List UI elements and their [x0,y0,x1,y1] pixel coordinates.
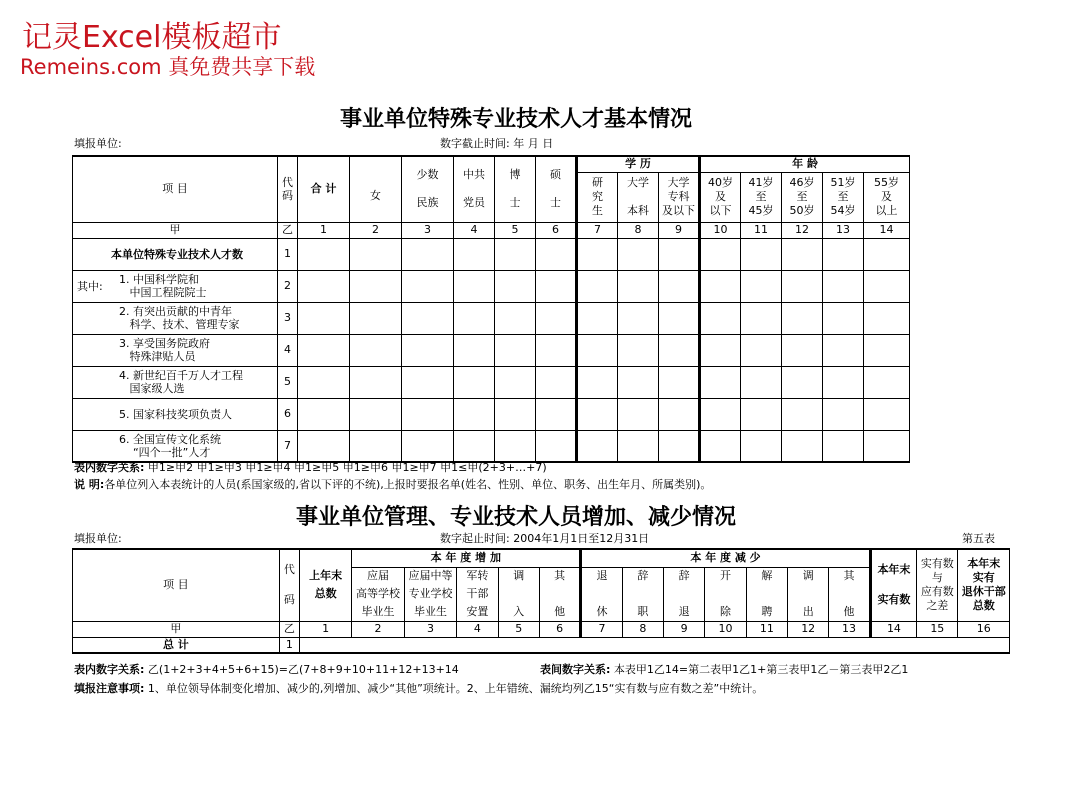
t2-col-header: 军转 [457,567,498,585]
data-cell[interactable] [402,238,454,270]
t2-col-header [622,585,663,603]
t1-index-cell: 乙 [278,222,298,238]
data-cell[interactable] [298,430,350,462]
t2-index-cell: 5 [498,621,539,637]
row-label [73,302,278,334]
t2-index-cell: 乙 [279,621,299,637]
age3-header: 46岁 至 50岁 [782,172,823,222]
watermark-title: 记灵Excel模板超市 [22,20,282,55]
t2-col-header [746,585,787,603]
row-code: 3 [278,302,298,334]
t2-total-code: 1 [279,637,299,653]
data-cell[interactable] [864,238,910,270]
watermark-subtitle: Remeins.com 真免费共享下载 [20,55,316,79]
data-cell[interactable] [402,366,454,398]
row-label [73,270,278,302]
row-label-line: “四个一批”人才 [119,445,211,459]
data-cell[interactable] [618,270,659,302]
data-cell[interactable] [298,270,350,302]
t2-last-total-header: 上年末 总数 [299,549,351,621]
data-cell[interactable] [823,334,864,366]
t2-col-header: 除 [705,603,746,621]
row-label-line: 4. 新世纪百千万人才工程 [119,369,243,382]
item-header: 项 目 [73,156,278,222]
table1-row [73,270,910,302]
data-cell[interactable] [618,366,659,398]
t2-code-header: 代 码 [279,549,299,621]
data-cell[interactable] [577,398,618,430]
t2-index-cell: 11 [746,621,787,637]
data-cell[interactable] [864,334,910,366]
data-cell[interactable] [700,302,741,334]
row-prefix: 其中: [77,279,103,293]
data-cell[interactable] [741,238,782,270]
data-cell[interactable] [823,238,864,270]
table1 [72,155,910,463]
row-code: 1 [278,238,298,270]
row-code: 4 [278,334,298,366]
data-cell[interactable] [536,430,577,462]
data-cell[interactable] [298,366,350,398]
data-cell[interactable] [577,366,618,398]
t2-diff-header: 实有数 与 应有数 之差 [917,549,958,621]
row-label [73,366,278,398]
data-cell[interactable] [350,398,402,430]
data-cell[interactable] [864,430,910,462]
data-cell[interactable] [536,302,577,334]
row-code: 6 [278,398,298,430]
table1-note: 说 明:各单位列入本表统计的人员(系国家级的,省以下评的不统),上报时要报名单(姓名、性别、单位、职务、出生年月、所属类别)。 [74,478,712,491]
data-cell[interactable] [402,334,454,366]
data-cell[interactable] [350,302,402,334]
t2-col-header: 应届 [352,567,404,585]
college-header: 大学 专科 及以下 [659,172,700,222]
data-cell[interactable] [823,270,864,302]
t1-index-cell: 3 [402,222,454,238]
row-label [73,398,278,430]
t1-index-cell: 6 [536,222,577,238]
t2-index-cell: 12 [788,621,829,637]
data-cell[interactable] [350,430,402,462]
data-cell[interactable] [350,366,402,398]
t2-item-header: 项 目 [73,549,280,621]
data-cell[interactable] [402,302,454,334]
data-cell[interactable] [823,398,864,430]
data-cell[interactable] [350,334,402,366]
data-cell[interactable] [700,334,741,366]
master-header: 硕 士 [536,156,577,222]
t2-index-cell: 9 [663,621,704,637]
row-label-line: 中国工程院院士 [119,286,207,299]
row-label-line: 国家级人选 [119,382,185,395]
data-cell[interactable] [454,430,495,462]
data-cell[interactable] [782,238,823,270]
row-code: 7 [278,430,298,462]
table2-inter-relation: 表间数字关系: 本表甲1乙14=第二表甲1乙1+第三表甲1乙－第三表甲2乙1 [540,663,909,676]
t2-col-header [581,585,622,603]
t2-col-header: 开 [705,567,746,585]
t2-index-cell: 8 [622,621,663,637]
bachelor-header: 大学 本科 [618,172,659,222]
data-cell[interactable] [495,366,536,398]
data-cell[interactable] [618,398,659,430]
age-header: 年 龄 [700,156,910,172]
t2-year-end-header: 本年末 实有数 [870,549,916,621]
table1-unit-label: 填报单位: [74,137,122,150]
t1-index-cell: 5 [495,222,536,238]
code-header: 代码 [278,156,298,222]
row-label-line: 特殊津贴人员 [119,350,196,363]
t2-index-cell: 6 [539,621,580,637]
t2-col-header: 毕业生 [404,603,456,621]
data-cell[interactable] [454,334,495,366]
row-label-line: 3. 享受国务院政府 [119,337,210,350]
data-cell[interactable] [454,238,495,270]
data-cell[interactable] [495,398,536,430]
total-header: 合 计 [298,156,350,222]
t1-index-cell: 4 [454,222,495,238]
t2-col-header [705,585,746,603]
t1-index-cell: 12 [782,222,823,238]
data-cell[interactable] [495,270,536,302]
t2-increase-header: 本 年 度 增 加 [352,549,581,567]
table2 [72,548,1010,654]
t2-col-header: 专业学校 [404,585,456,603]
data-cell[interactable] [782,398,823,430]
data-cell[interactable] [782,430,823,462]
t1-index-cell: 1 [298,222,350,238]
table2-relation: 表内数字关系: 乙(1+2+3+4+5+6+15)=乙(7+8+9+10+11+12+13+14 [74,663,459,676]
data-cell[interactable] [577,238,618,270]
t2-col-header: 其 [539,567,580,585]
grad-header: 研 究 生 [577,172,618,222]
data-cell[interactable] [536,366,577,398]
data-cell[interactable] [577,334,618,366]
data-cell[interactable] [700,430,741,462]
data-cell[interactable] [495,238,536,270]
data-cell[interactable] [298,302,350,334]
data-cell[interactable] [659,366,700,398]
data-cell[interactable] [298,238,350,270]
table1-row [73,302,910,334]
t2-col-header: 高等学校 [352,585,404,603]
data-cell[interactable] [454,366,495,398]
data-cell[interactable] [782,302,823,334]
t1-index-cell: 甲 [73,222,278,238]
table1-row [73,398,910,430]
data-cell[interactable] [618,430,659,462]
data-cell[interactable] [700,366,741,398]
row-code: 2 [278,270,298,302]
t2-index-cell: 4 [457,621,498,637]
table1-title: 事业单位特殊专业技术人才基本情况 [339,106,692,132]
data-cell[interactable] [864,398,910,430]
t2-col-header [663,585,704,603]
t1-index-cell: 10 [700,222,741,238]
t2-index-cell: 15 [917,621,958,637]
table2-title: 事业单位管理、专业技术人员增加、减少情况 [295,504,736,530]
data-cell[interactable] [298,334,350,366]
data-cell[interactable] [577,302,618,334]
t2-index-cell: 2 [352,621,404,637]
data-cell[interactable] [536,334,577,366]
data-cell[interactable] [618,334,659,366]
t2-col-header [498,585,539,603]
row-label-line: 6. 全国宣传文化系统 [119,432,221,446]
t2-retired-header: 本年末 实有 退休干部 总数 [958,549,1010,621]
table2-date-label: 数字起止时间: 2004年1月1日至12月31日 [440,532,650,545]
data-cell[interactable] [782,366,823,398]
data-cell[interactable] [864,302,910,334]
row-label-line: 1. 中国科学院和 [119,273,199,286]
t2-index-cell: 1 [299,621,351,637]
data-cell[interactable] [700,270,741,302]
data-cell[interactable] [823,302,864,334]
t2-col-header [829,585,870,603]
row-label-line: 2. 有突出贡献的中青年 [119,305,232,318]
data-cell[interactable] [782,270,823,302]
t2-col-header: 他 [539,603,580,621]
party-header: 中共 党员 [454,156,495,222]
data-cell[interactable] [741,430,782,462]
t2-col-header: 毕业生 [352,603,404,621]
data-cell[interactable] [823,366,864,398]
t2-col-header: 应届中等 [404,567,456,585]
row-label [73,430,278,462]
age1-header: 40岁 及 以下 [700,172,741,222]
t2-col-header: 其 [829,567,870,585]
t1-index-cell: 11 [741,222,782,238]
t1-index-cell: 7 [577,222,618,238]
t2-index-cell: 14 [870,621,916,637]
data-cell[interactable] [402,430,454,462]
table1-row [73,430,910,462]
data-cell[interactable] [864,270,910,302]
age5-header: 55岁 及 以上 [864,172,910,222]
data-cell[interactable] [700,398,741,430]
t2-total-label: 总 计 [73,637,280,653]
data-cell[interactable] [741,270,782,302]
table1-row [73,238,910,270]
t2-col-header: 干部 [457,585,498,603]
data-cell[interactable] [454,398,495,430]
data-cell[interactable] [402,270,454,302]
table1-row [73,366,910,398]
data-cell[interactable] [495,302,536,334]
phd-header: 博 士 [495,156,536,222]
t1-index-cell: 9 [659,222,700,238]
data-cell[interactable] [454,270,495,302]
t2-decrease-header: 本 年 度 减 少 [581,549,870,567]
t2-col-header: 休 [581,603,622,621]
data-cell[interactable] [350,238,402,270]
data-cell[interactable] [659,398,700,430]
t2-col-header: 入 [498,603,539,621]
t2-col-header: 出 [788,603,829,621]
row-label [73,334,278,366]
age4-header: 51岁 至 54岁 [823,172,864,222]
row-code: 5 [278,366,298,398]
data-cell[interactable] [741,334,782,366]
data-cell[interactable] [741,302,782,334]
table1-row [73,334,910,366]
t2-col-header [539,585,580,603]
row-label-line: 科学、技术、管理专家 [119,318,240,331]
data-cell[interactable] [741,366,782,398]
data-cell[interactable] [536,270,577,302]
data-cell[interactable] [350,270,402,302]
t2-index-cell: 10 [705,621,746,637]
t2-col-header: 调 [788,567,829,585]
data-cell[interactable] [298,398,350,430]
t1-index-cell: 14 [864,222,910,238]
data-cell[interactable] [700,238,741,270]
data-cell[interactable] [577,270,618,302]
t2-col-header: 退 [581,567,622,585]
table1-relation: 表内数字关系: 甲1≥甲2 甲1≥甲3 甲1≥甲4 甲1≥甲5 甲1≥甲6 甲1≥甲7 甲1≤甲(2+3+…+7) [74,461,547,474]
table1-date-label: 数字截止时间: 年 月 日 [440,137,554,150]
data-cell[interactable] [495,430,536,462]
data-cell[interactable] [495,334,536,366]
t2-total-values[interactable] [299,637,1009,653]
data-cell[interactable] [741,398,782,430]
t2-col-header: 解 [746,567,787,585]
table2-unit-label: 填报单位: [74,532,122,545]
table1-index-row [73,222,910,238]
data-cell[interactable] [659,270,700,302]
table2-index-row [73,621,1010,637]
minority-header: 少数 民族 [402,156,454,222]
row-label-line: 本单位特殊专业技术人才数 [111,247,243,261]
data-cell[interactable] [536,238,577,270]
t2-col-header: 他 [829,603,870,621]
table2-number: 第五表 [962,532,995,545]
t2-col-header: 辞 [622,567,663,585]
t1-index-cell: 2 [350,222,402,238]
data-cell[interactable] [577,430,618,462]
age2-header: 41岁 至 45岁 [741,172,782,222]
t2-index-cell: 3 [404,621,456,637]
t2-col-header: 安置 [457,603,498,621]
row-label-line: 5. 国家科技奖项负责人 [119,407,232,421]
data-cell[interactable] [454,302,495,334]
t2-col-header: 辞 [663,567,704,585]
education-header: 学 历 [577,156,700,172]
table2-total-row [73,637,1010,653]
t1-index-cell: 13 [823,222,864,238]
data-cell[interactable] [618,302,659,334]
data-cell[interactable] [659,238,700,270]
t2-index-cell: 7 [581,621,622,637]
t2-index-cell: 13 [829,621,870,637]
data-cell[interactable] [864,366,910,398]
data-cell[interactable] [659,430,700,462]
t2-index-cell: 16 [958,621,1010,637]
data-cell[interactable] [536,398,577,430]
table2-attention: 填报注意事项: 1、单位领导体制变化增加、减少的,列增加、减少“其他”项统计。2、上年错统、漏统均列乙15“实有数与应有数之差”中统计。 [74,682,764,695]
t2-col-header: 调 [498,567,539,585]
t2-index-cell: 甲 [73,621,280,637]
t2-col-header: 聘 [746,603,787,621]
female-header: 女 [350,156,402,222]
t2-col-header: 退 [663,603,704,621]
data-cell[interactable] [782,334,823,366]
data-cell[interactable] [402,398,454,430]
t2-col-header: 职 [622,603,663,621]
data-cell[interactable] [659,334,700,366]
data-cell[interactable] [659,302,700,334]
t2-col-header [788,585,829,603]
row-label [73,238,278,270]
t1-index-cell: 8 [618,222,659,238]
data-cell[interactable] [618,238,659,270]
data-cell[interactable] [823,430,864,462]
